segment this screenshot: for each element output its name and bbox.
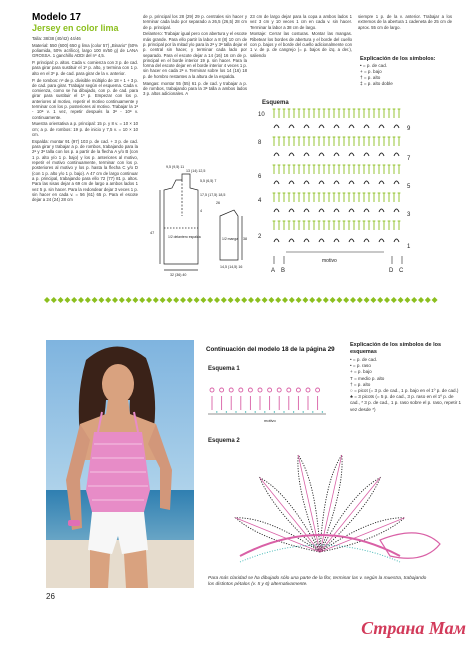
picot-mark (210, 388, 214, 392)
divider-diamond (126, 297, 132, 303)
divider-diamond (173, 297, 179, 303)
divider-diamond (58, 297, 64, 303)
picot-mark (268, 388, 272, 392)
chain-dot (303, 411, 304, 412)
divider-diamond (255, 297, 261, 303)
chain-arc (304, 239, 309, 242)
symbol-legend (360, 56, 460, 87)
figure-caption: Para más claridad se ha dibujado sólo una parte de la flor, terminar las v. según la muestra, trabajando los distintos pétalos (v. 5 y 6) alternativamente. (208, 576, 427, 587)
crochet-chart-flower (200, 444, 452, 574)
paragraph: 23 cm de largo dejar para la copa a ambos lados 1 vez 3 cm y 10 veces 1 cm en cada v. sin hacer. Terminar la labor a 38 cm de largo. (250, 14, 352, 30)
divider-diamond (343, 297, 349, 303)
section-title: Continuación del modelo 18 de la página 29 (206, 346, 335, 353)
chain-arc (319, 239, 324, 242)
chain-arc (304, 209, 309, 212)
picot-mark (306, 388, 310, 392)
schematic-label-sleeve: 1/2 manga (222, 237, 239, 241)
chain-arc (304, 125, 309, 128)
chain-arc (364, 239, 369, 242)
divider-diamond (228, 297, 234, 303)
chain-arc (319, 181, 324, 184)
divider-diamond (119, 297, 125, 303)
chain-arc (274, 209, 279, 212)
picot-mark (248, 388, 252, 392)
divider-diamond (146, 297, 152, 303)
chain-arc (289, 209, 294, 212)
paragraph: Montaje: Cerrar las costuras. Montar las mangas. Ribetear los bordes de abertura y el borde del cuello con p. bajos y el borde del cuello adicionalmente con 1 v. de p. de cangrejo (= p. bajos de izq. a der.), saliendo (250, 31, 352, 58)
chain-arc (319, 209, 324, 212)
divider-diamond (275, 297, 281, 303)
divider-diamond (425, 297, 431, 303)
legend-item: † = p. alto (350, 381, 371, 387)
chain-dot (322, 411, 323, 412)
chain-arc (334, 153, 339, 156)
chain-arc (289, 181, 294, 184)
divider-diamond (309, 297, 315, 303)
chain-arc (274, 181, 279, 184)
chain-dot (216, 411, 217, 412)
paragraph: Material: 550 (600) 650 g lima (color 57) „Binario“ (50% poliamida, 50% acrílico), largo 100 m/50 g) de LANA GROSSA. 1 ganchillo ADDI del nº 4,5. (32, 42, 138, 59)
motif-label: motivo (322, 258, 337, 264)
divider-diamond (268, 297, 274, 303)
divider-diamond (85, 297, 91, 303)
divider-diamond (51, 297, 57, 303)
divider-diamond (160, 297, 166, 303)
divider-diamond (262, 297, 268, 303)
model-subtitle: Jersey en color lima (32, 23, 119, 33)
chain-arc (349, 209, 354, 212)
measure-label: 26 (216, 201, 220, 205)
divider-diamond (248, 297, 254, 303)
chain-arc (289, 239, 294, 242)
row-number: 8 (258, 140, 262, 146)
divider-diamond (44, 297, 50, 303)
paragraph: Mangas: montar 55 (55) 61 p. de cad. y trabajar a p. de rombos, trabajando para la 3ª talla a ambos lados 3 p. altos adicionales. A (143, 80, 247, 97)
chain-arc (334, 239, 339, 242)
legend-title: Explicación de los símbolos: (360, 56, 436, 62)
chain-arc (349, 239, 354, 242)
picot-mark (239, 388, 243, 392)
row-number: 7 (407, 156, 411, 162)
legend-item: T = medio p. alto (350, 375, 385, 381)
legend-item: • = p. raso (350, 363, 371, 369)
paragraph: Espalda: montar 91 (97) 103 p. de cad. + 3 p. de cad. para girar y trabajar a p. de rombos, trabajando para la 2ª y 3ª talla con los p. a partir de la flecha A y/o B (con 1 p. alto y/o 1 p. bajo) y los p. anteriores al motivo, repetir el motivo continuamente, terminar con los p. posteriores al motivo y los p. hasta la flecha C y/o D (con 1 p. alto y/o 1 p. bajo). A 47 cm de largo continuar a p. principal, trabajando para ello 72 (77) 81 p. altos. Para las sisas dejar a 69 cm de largo a ambos lados 1 vez 5 p. sin hacer. Para la redondear dejar 3 veces 1 p. sin hacer en cada v. = 56 (61) 65 p. Para el escote dejar a 24 (24) 28 cm (32, 138, 138, 203)
letter-label: C (399, 268, 404, 274)
photo-illustration (46, 340, 194, 588)
petal-spine (320, 455, 342, 552)
chain-dot (255, 411, 256, 412)
picot-mark (229, 388, 233, 392)
row-number: 6 (258, 174, 262, 180)
chain-arc (349, 181, 354, 184)
chain-dot (283, 411, 284, 412)
divider-diamond (370, 297, 376, 303)
chain-dot (264, 411, 265, 412)
row-number: 10 (258, 112, 265, 118)
divider-diamond (330, 297, 336, 303)
divider-diamond (180, 297, 186, 303)
picot-mark (258, 388, 262, 392)
divider-diamond (336, 297, 342, 303)
divider-diamond (302, 297, 308, 303)
instructions-column-4 (358, 14, 452, 50)
chain-arc (274, 153, 279, 156)
chain-arc (319, 153, 324, 156)
motif-label: motivo (264, 418, 276, 423)
page-number: 26 (46, 592, 55, 601)
picot-mark (220, 388, 224, 392)
divider-diamond (241, 297, 247, 303)
divider-diamond (432, 297, 438, 303)
measure-label: 9,5 (9,5) 11 (166, 165, 185, 169)
petal-spine (320, 478, 380, 552)
chain-arc (379, 239, 384, 242)
letter-label: A (271, 268, 276, 274)
model-title: Modelo 17 (32, 12, 81, 23)
divider-diamond (296, 297, 302, 303)
symbol-legend-2 (350, 342, 462, 413)
paragraph: Delantero: Trabajar igual pero con abertura y el escote más grande. Para ello partir la labor a 8 (8) 10 cm de p. principal por la mitad y/o para la 2ª y 3ª talla dejar el p. central sin hacer, y terminar cada lado por separado. Para el escote dejar a 14 (16) 16 cm de p. principal en el borde interior 19 p. sin hacer. Para la forma del escote dejar en el borde interior 4 veces 1 p. sin hacer en cada 2ª v. Terminar sobre los 14 (16) 18 p. de hombro restantes a la altura de la espalda. (143, 31, 247, 79)
chain-arc (349, 125, 354, 128)
row-number: 2 (258, 234, 262, 240)
picot-mark (296, 388, 300, 392)
legend-title: Explicación de los símbolos de los esquemas (350, 342, 442, 355)
divider-diamond (194, 297, 200, 303)
row-number: 3 (407, 212, 411, 218)
divider-diamond (200, 297, 206, 303)
paragraph: de p. principal los 28 (29) 29 p. centrales sin hacer y terminar cada lado por separado a 26,5 (26,5) 28 cm de p. principal. (143, 14, 247, 30)
divider-diamond (71, 297, 77, 303)
crochet-chart-pink-1 (204, 376, 334, 424)
chain-arc (394, 209, 399, 212)
divider-diamond (234, 297, 240, 303)
divider-diamond (323, 297, 329, 303)
chain-arc (364, 181, 369, 184)
divider-diamond (139, 297, 145, 303)
divider-diamond (411, 297, 417, 303)
chain-arc (379, 209, 384, 212)
divider-diamond (418, 297, 424, 303)
petal-spine (260, 478, 320, 552)
legend-item: ○ = picot (= 3 p. de cad., 1 p. bajo en el 1º p. de cad.) (350, 388, 459, 394)
chain-dot (312, 411, 313, 412)
measure-label: 17,5 (17,5) 18,5 (200, 193, 226, 197)
chain-arc (394, 181, 399, 184)
measure-label: 5,5 (6,5) 7 (200, 179, 217, 183)
legend-item: + = p. bajo (350, 369, 372, 375)
legend-item: ♣ = 3 picots (= 5 p. de cad., 3 p. raso en el 1º p. de cad., * 3 p. de cad., 1 p. raso sobre el p. raso, repetir 1 vez desde *) (350, 394, 462, 412)
chain-arc (394, 239, 399, 242)
divider-diamond (364, 297, 370, 303)
crochet-chart-lime (254, 104, 416, 280)
divider-diamond (357, 297, 363, 303)
row-number: 5 (407, 184, 411, 190)
model-photo (46, 340, 194, 588)
chain-arc (274, 239, 279, 242)
divider-diamond (105, 297, 111, 303)
divider-diamond (404, 297, 410, 303)
chain-arc (289, 153, 294, 156)
chain-arc (304, 181, 309, 184)
letter-label: D (389, 268, 394, 274)
chart-heading: Esquema 1 (208, 366, 240, 372)
instructions-column-2 (143, 14, 247, 164)
paragraph: P. principal: p. altos. Cada v. comienza con 3 p. de cad. para girar para sustituir el 1º p. alto, y termina con 1 p. alto en el 3º p. de cad. para girar de la v. anterior. (32, 60, 138, 76)
chain-arc (334, 125, 339, 128)
chain-arc (319, 125, 324, 128)
divider-diamond (78, 297, 84, 303)
chain-arc (394, 153, 399, 156)
divider-diamond (316, 297, 322, 303)
chain-dot (293, 411, 294, 412)
divider-diamond (98, 297, 104, 303)
chain-arc (364, 125, 369, 128)
divider-diamond (289, 297, 295, 303)
chain-arc (349, 153, 354, 156)
divider-diamond (282, 297, 288, 303)
watermark: Страна Мам (361, 618, 466, 638)
chain-arc (334, 181, 339, 184)
schematic-label-body: 1/2 delantero espalda (168, 235, 201, 239)
divider-diamond (398, 297, 404, 303)
divider-diamond (384, 297, 390, 303)
chain-arc (364, 153, 369, 156)
row-number: 4 (258, 198, 262, 204)
divider-diamond (377, 297, 383, 303)
chain-arc (304, 153, 309, 156)
instructions-column-1 (32, 36, 138, 282)
measure-label: 38 (243, 237, 247, 241)
divider-diamond (350, 297, 356, 303)
row-number: 1 (407, 244, 411, 250)
picot-mark (287, 388, 291, 392)
petal-spine (298, 455, 320, 552)
divider-diamond (187, 297, 193, 303)
picot-mark (277, 388, 281, 392)
flower-base-dots (240, 545, 400, 562)
measure-label: 14,5 (14,5) 16 (220, 265, 243, 269)
row-number: 9 (407, 126, 411, 132)
divider-diamond (221, 297, 227, 303)
measure-label: 4 (200, 209, 202, 213)
decorative-divider (40, 294, 440, 306)
chain-arc (274, 125, 279, 128)
chain-arc (394, 125, 399, 128)
chain-arc (379, 125, 384, 128)
divider-diamond (166, 297, 172, 303)
letter-label: B (281, 268, 286, 274)
chain-dot (226, 411, 227, 412)
divider-diamond (207, 297, 213, 303)
model-header (32, 12, 138, 33)
paragraph: P. de rombos: nº de p. divisible múltiplo de 18 + 1 + 3 p. de cad. para girar. Trabajar según el esquema. Cada v. comienza, como se ha dibujado, con p. de cad. para girar para sustituir el 1º p. Empezar con los p. anteriores al motivo, repetir el motivo continuamente y terminar con los p. posteriores al motivo. Trabajar la 1ª - 10ª v. 1 vez, repetir después la 3ª - 10ª v. continuamente. (32, 77, 138, 120)
chart-heading: Esquema (262, 100, 289, 106)
divider-diamond (92, 297, 98, 303)
divider-diamond (132, 297, 138, 303)
chain-arc (364, 209, 369, 212)
divider-diamond (391, 297, 397, 303)
measure-label: 32 (36) 40 (170, 273, 187, 277)
chain-arc (289, 125, 294, 128)
legend-item: • = p. de cad. (350, 357, 378, 362)
divider-diamond (214, 297, 220, 303)
legend-item: † = p. alto (360, 74, 381, 80)
chain-dot (274, 411, 275, 412)
divider-diamond (153, 297, 159, 303)
divider-diamond (64, 297, 70, 303)
side-petal (380, 533, 440, 558)
divider-diamond (112, 297, 118, 303)
chain-arc (379, 153, 384, 156)
paragraph: Muestra orientativa a p. principal: 15 p. y 8 v. = 10 × 10 cm; a p. de rombos: 19 p. de inicio y 7,5 v. = 10 × 10 cm. (32, 121, 138, 138)
instructions-column-3 (250, 14, 352, 82)
chain-arc (379, 181, 384, 184)
picot-mark (316, 388, 320, 392)
chain-arc (334, 209, 339, 212)
paragraph: Talla: 38/38 (40/42) 44/46 (32, 36, 81, 41)
chain-dot (245, 411, 246, 412)
measure-label: 13 (14) 12,5 (186, 169, 206, 173)
legend-item: ‡ = p. alto doble (360, 81, 393, 87)
legend-item: • = p. de cad. (360, 62, 388, 68)
legend-item: + = p. bajo (360, 68, 382, 74)
paragraph: siempre 1 p. de la v. anterior. Trabajar a los extremos de la abertura 1 cadeneta de 25 cm de aprox. 55 cm de largo. (358, 14, 452, 30)
garment-schematic (146, 160, 254, 280)
chain-dot (235, 411, 236, 412)
chart-heading: Esquema 2 (208, 438, 240, 444)
measure-label: 47 (150, 231, 155, 235)
